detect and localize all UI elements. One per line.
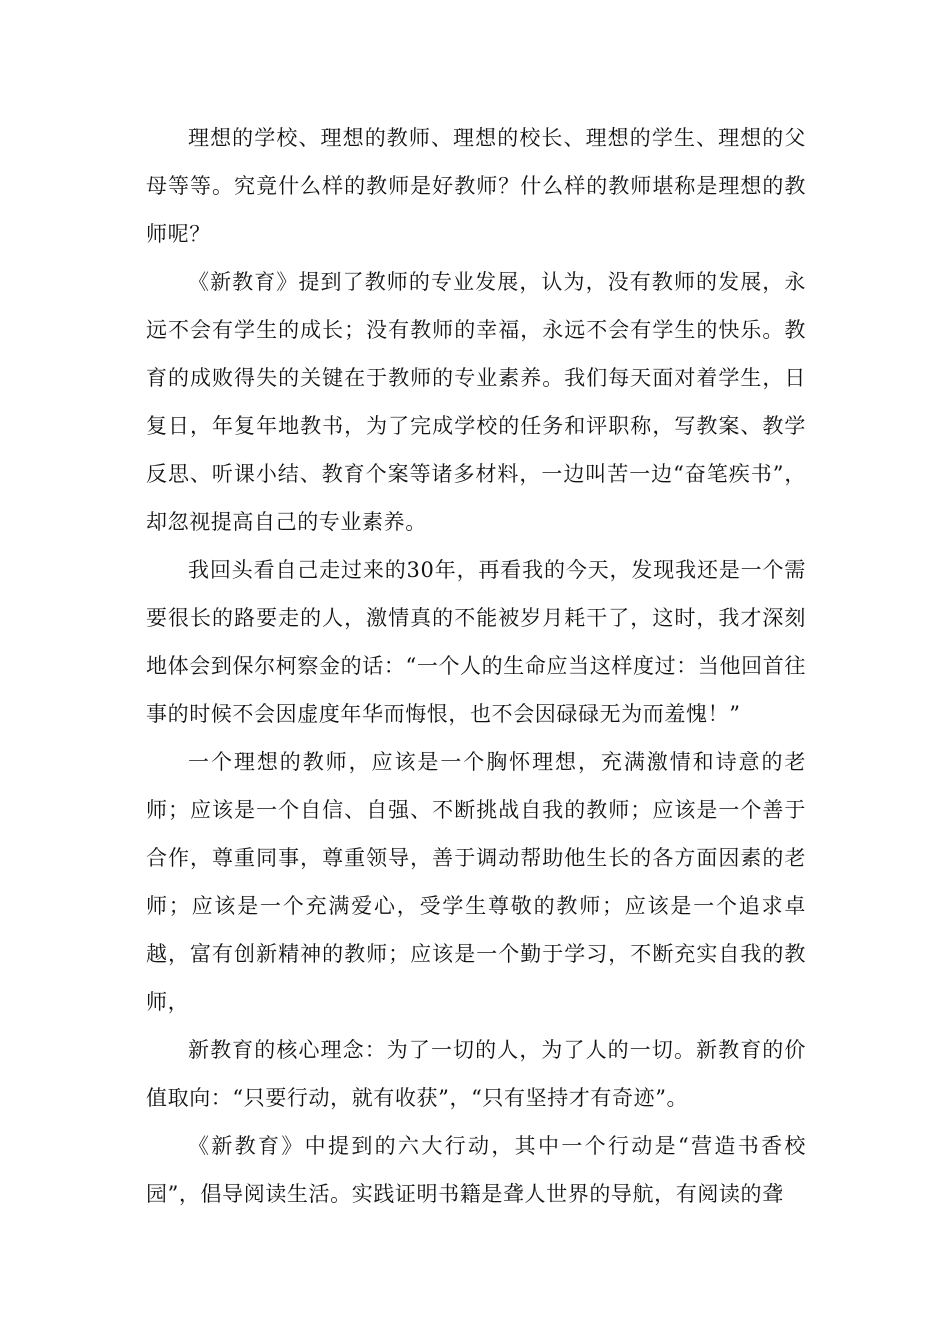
paragraph-1: 理想的学校、理想的教师、理想的校长、理想的学生、理想的父母等等。究竟什么样的教师是好教师？什么样的教师堪称是理想的教师呢？ xyxy=(146,126,806,246)
paragraph-5: 新教育的核心理念：为了一切的人，为了人的一切。新教育的价值取向：“只要行动，就有收获”，“只有坚持才有奇迹”。 xyxy=(146,1038,806,1110)
paragraph-2: 《新教育》提到了教师的专业发展，认为，没有教师的发展，永远不会有学生的成长；没有教师的幸福，永远不会有学生的快乐。教育的成败得失的关键在于教师的专业素养。我们每天面对着学生，日复日，年复年地教书，为了完成学校的任务和评职称，写教案、教学反思、听课小结、教育个案等诸多材料，一边叫苦一边“奋笔疾书”，却忽视提高自己的专业素养。 xyxy=(146,270,806,534)
paragraph-4: 一个理想的教师，应该是一个胸怀理想，充满激情和诗意的老师；应该是一个自信、自强、不断挑战自我的教师；应该是一个善于合作，尊重同事，尊重领导，善于调动帮助他生长的各方面因素的老师；应该是一个充满爱心，受学生尊敬的教师；应该是一个追求卓越，富有创新精神的教师；应该是一个勤于学习，不断充实自我的教师， xyxy=(146,750,806,1014)
document-body xyxy=(146,114,806,1218)
paragraph-6: 《新教育》中提到的六大行动，其中一个行动是“营造书香校园”，倡导阅读生活。实践证明书籍是聋人世界的导航，有阅读的聋 xyxy=(146,1134,806,1206)
paragraph-3: 我回头看自己走过来的30年，再看我的今天，发现我还是一个需要很长的路要走的人，激情真的不能被岁月耗干了，这时，我才深刻地体会到保尔柯察金的话：“一个人的生命应当这样度过：当他回首往事的时候不会因虚度年华而悔恨，也不会因碌碌无为而羞愧！” xyxy=(146,558,806,726)
